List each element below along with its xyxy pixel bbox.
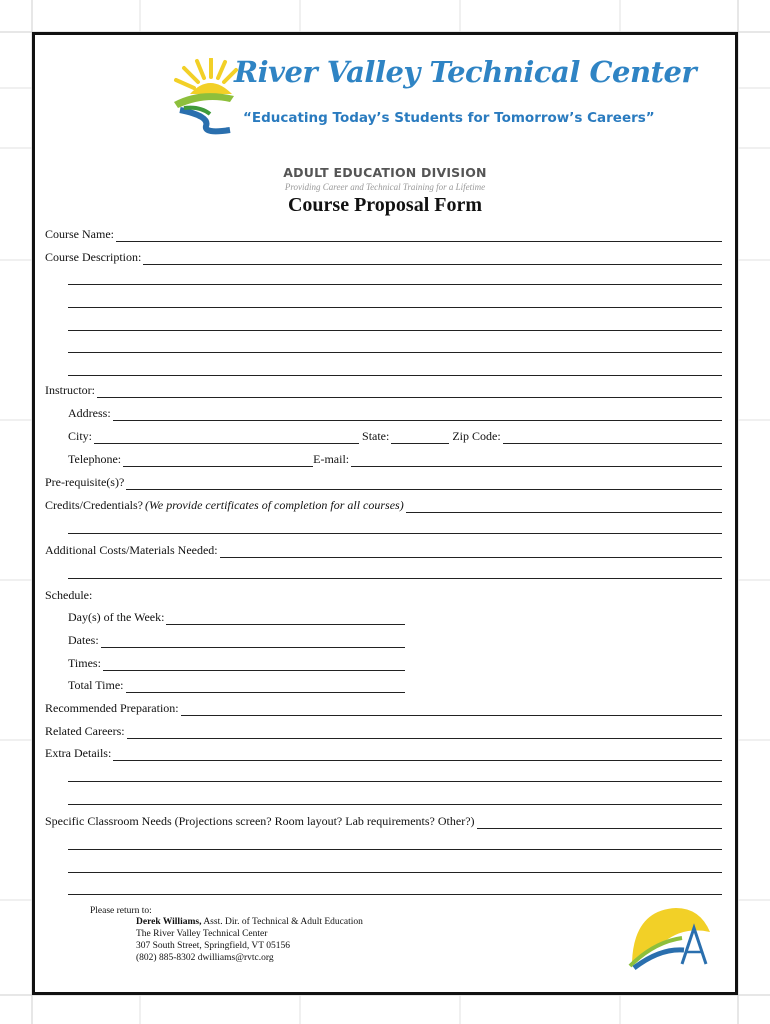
contact-name: Derek Williams, xyxy=(136,917,202,927)
return-label: Please return to: xyxy=(90,906,152,916)
extra-details-label: Extra Details: xyxy=(45,746,112,760)
additional-costs-line[interactable] xyxy=(68,578,722,579)
days-field[interactable] xyxy=(166,611,405,625)
course-description-line[interactable] xyxy=(68,352,722,353)
return-address xyxy=(136,916,363,964)
org-line: The River Valley Technical Center xyxy=(136,929,268,939)
form-title: Course Proposal Form xyxy=(287,194,483,216)
contact-title: Asst. Dir. of Technical & Adult Education xyxy=(203,917,363,927)
city-state-zip-row xyxy=(68,428,722,444)
times-label: Times: xyxy=(68,656,101,670)
extra-details-field[interactable] xyxy=(113,747,722,761)
email-label: E-mail: xyxy=(313,452,350,466)
additional-costs-label: Additional Costs/Materials Needed: xyxy=(45,543,218,557)
course-description-line[interactable] xyxy=(68,284,722,285)
course-description-label: Course Description: xyxy=(45,250,142,264)
course-description-line[interactable] xyxy=(68,375,722,376)
address-label: Address: xyxy=(68,406,111,420)
credentials-row xyxy=(45,497,722,513)
dates-field[interactable] xyxy=(101,634,405,648)
course-description-line[interactable] xyxy=(68,307,722,308)
address-row xyxy=(68,405,722,421)
prerequisites-field[interactable] xyxy=(126,476,722,490)
total-time-field[interactable] xyxy=(126,679,405,693)
extra-details-line[interactable] xyxy=(68,781,722,782)
schedule-row xyxy=(45,587,94,603)
recommended-prep-field[interactable] xyxy=(181,702,722,716)
phone-email-line: (802) 885-8302 dwilliams@rvtc.org xyxy=(136,953,274,963)
related-careers-field[interactable] xyxy=(127,725,722,739)
org-name: River Valley Technical Center xyxy=(234,55,697,89)
times-row xyxy=(68,655,405,671)
credentials-label: Credits/Credentials? xyxy=(45,498,143,512)
course-name-row xyxy=(45,226,722,242)
credentials-note: (We provide certificates of completion for all courses) xyxy=(144,498,404,512)
days-row xyxy=(68,609,405,625)
telephone-field[interactable] xyxy=(123,453,313,467)
rvtc-corner-logo-icon xyxy=(624,902,714,970)
instructor-label: Instructor: xyxy=(45,383,95,397)
telephone-label: Telephone: xyxy=(68,452,122,466)
telephone-email-row xyxy=(68,451,722,467)
recommended-prep-row xyxy=(45,700,722,716)
email-field[interactable] xyxy=(351,453,722,467)
city-field[interactable] xyxy=(94,430,359,444)
schedule-label: Schedule: xyxy=(45,588,93,602)
instructor-row xyxy=(45,382,722,398)
days-label: Day(s) of the Week: xyxy=(68,610,165,624)
address-field[interactable] xyxy=(113,407,722,421)
state-field[interactable] xyxy=(391,430,449,444)
recommended-prep-label: Recommended Preparation: xyxy=(45,701,179,715)
classroom-needs-label: Specific Classroom Needs (Projections screen? Room layout? Lab requirements? Other?) xyxy=(45,814,475,828)
zip-label: Zip Code: xyxy=(452,429,501,443)
additional-costs-field[interactable] xyxy=(220,544,722,558)
total-time-label: Total Time: xyxy=(68,678,124,692)
extra-details-row xyxy=(45,745,722,761)
course-description-row xyxy=(45,249,722,265)
prerequisites-row xyxy=(45,474,722,490)
course-name-label: Course Name: xyxy=(45,227,114,241)
course-description-field[interactable] xyxy=(143,251,722,265)
credentials-field[interactable] xyxy=(406,499,722,513)
dates-label: Dates: xyxy=(68,633,99,647)
extra-details-line[interactable] xyxy=(68,804,722,805)
street-line: 307 South Street, Springfield, VT 05156 xyxy=(136,941,291,951)
zip-field[interactable] xyxy=(503,430,722,444)
credentials-line[interactable] xyxy=(68,533,722,534)
course-description-line[interactable] xyxy=(68,330,722,331)
course-name-field[interactable] xyxy=(116,228,722,242)
state-label: State: xyxy=(362,429,390,443)
classroom-needs-row xyxy=(45,813,722,829)
classroom-needs-line[interactable] xyxy=(68,872,722,873)
prerequisites-label: Pre-requisite(s)? xyxy=(45,475,125,489)
instructor-field[interactable] xyxy=(97,384,722,398)
dates-row xyxy=(68,632,405,648)
total-time-row xyxy=(68,677,405,693)
division-heading: ADULT EDUCATION DIVISION xyxy=(283,165,487,180)
city-label: City: xyxy=(68,429,93,443)
org-tagline: “Educating Today’s Students for Tomorrow’s Careers” xyxy=(243,110,655,126)
related-careers-row xyxy=(45,723,722,739)
division-subtitle: Providing Career and Technical Training for a Lifetime xyxy=(284,182,486,192)
additional-costs-row xyxy=(45,542,722,558)
classroom-needs-line[interactable] xyxy=(68,894,722,895)
times-field[interactable] xyxy=(103,657,405,671)
classroom-needs-line[interactable] xyxy=(68,849,722,850)
classroom-needs-field[interactable] xyxy=(477,815,722,829)
related-careers-label: Related Careers: xyxy=(45,724,125,738)
